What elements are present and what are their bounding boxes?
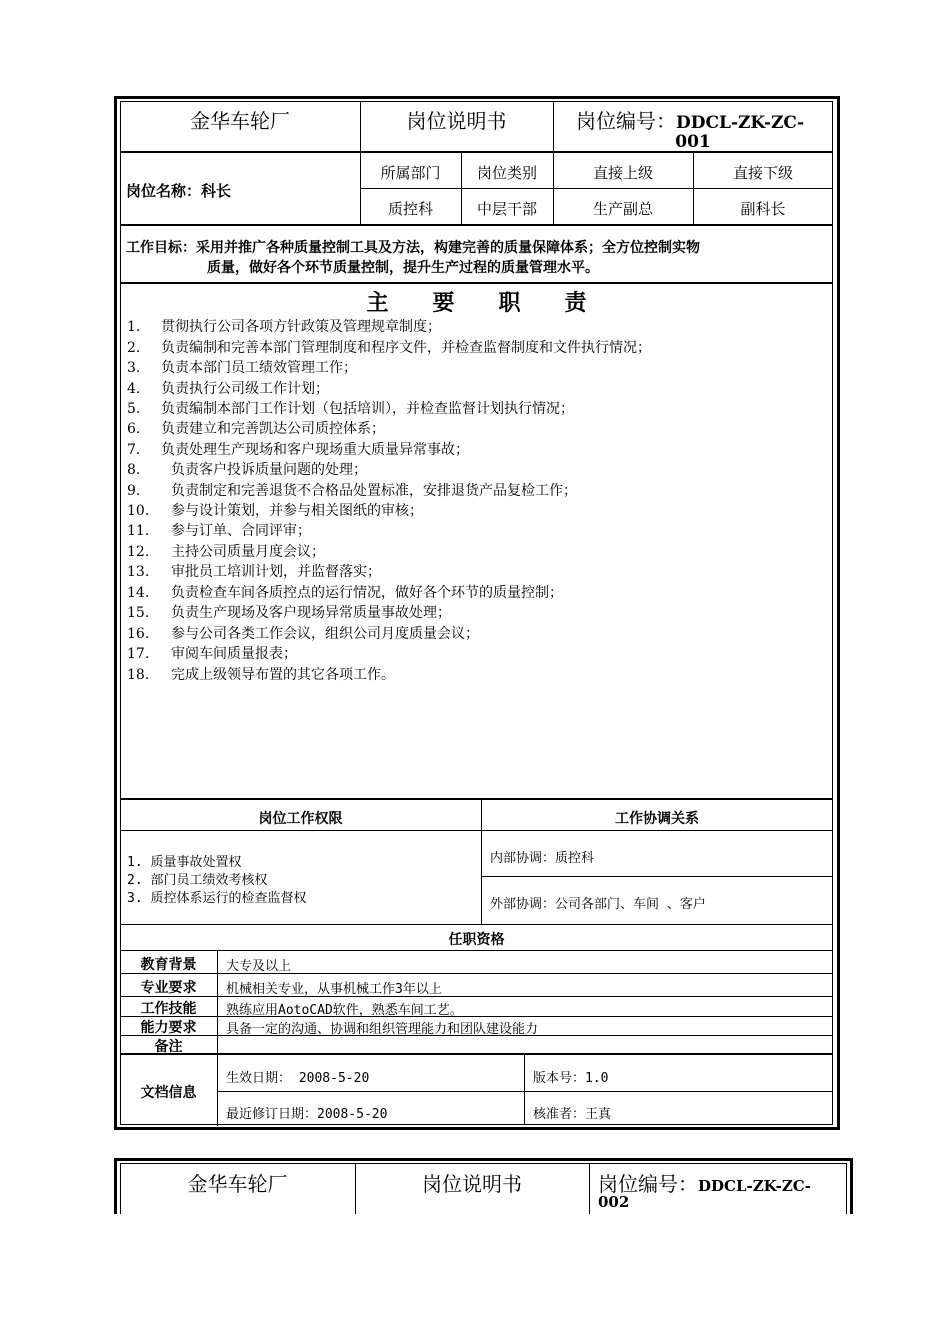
category-header: 岗位类别 [476,164,537,182]
duty-item: 17. 审阅车间质量报表； [127,646,297,662]
company-name-2: 金华车轮厂 [187,1172,288,1196]
docinfo-label: 文档信息 [140,1085,197,1101]
education-label: 教育背景 [140,957,197,973]
doc-title: 岗位说明书 [406,109,507,133]
work-goal-line2: 质量，做好各个环节质量控制，提升生产过程的质量管理水平。 [207,260,599,276]
coordination-title: 工作协调关系 [615,811,699,827]
ability-label: 能力要求 [140,1020,197,1036]
remarks-label: 备注 [154,1039,183,1055]
authority-title: 岗位工作权限 [258,811,343,827]
company-name: 金华车轮厂 [190,109,290,133]
position-code [576,105,804,134]
authority-item: 1. 质量事故处置权 [127,855,242,870]
duty-item: 12. 主持公司质量月度会议； [127,544,325,560]
duty-item: 13. 审批员工培训计划，并监督落实； [127,564,381,580]
skills-label: 工作技能 [140,1001,197,1017]
duty-item: 18. 完成上级领导布置的其它各项工作。 [127,667,395,683]
duty-item: 10. 参与设计策划，并参与相关图纸的审核； [127,503,423,519]
duty-item: 7. 负责处理生产现场和客户现场重大质量异常事故； [127,442,469,458]
position-code-label: 岗位编号： [576,109,676,133]
education-value: 大专及以上 [226,959,292,974]
major-label: 专业要求 [140,980,197,996]
skills-value: 熟练应用AotoCAD软件，熟悉车间工艺。 [226,1003,463,1018]
revision-date: 最近修订日期：2008-5-20 [226,1107,388,1122]
superior-value: 生产副总 [592,200,653,218]
duty-item: 11. 参与订单、合同评审； [127,523,311,539]
effective-date: 生效日期： 2008-5-20 [226,1071,370,1086]
duty-item: 9. 负责制定和完善退货不合格品处置标准，安排退货产品复检工作； [127,483,577,499]
duty-item: 2. 负责编制和完善本部门管理制度和程序文件，并检查监督制度和文件执行情况； [127,340,651,356]
authority-item: 2. 部门员工绩效考核权 [127,873,268,888]
position-code-value-suffix-2: 002 [598,1193,630,1211]
duty-item: 16. 参与公司各类工作会议，组织公司月度质量会议； [127,626,479,642]
position-code-value-2: DDCL-ZK-ZC- [698,1177,811,1195]
superior-header: 直接上级 [592,164,653,182]
duty-item: 8. 负责客户投诉质量问题的处理； [127,462,367,478]
duty-item: 1. 贯彻执行公司各项方针政策及管理规章制度； [127,319,441,335]
position-name: 岗位名称：科长 [126,182,232,200]
qualification-title: 任职资格 [448,932,505,948]
duty-item: 14. 负责检查车间各质控点的运行情况，做好各个环节的质量控制； [127,585,563,601]
duty-item: 15. 负责生产现场及客户现场异常质量事故处理； [127,605,451,621]
external-coordination: 外部协调：公司各部门、车间 、客户 [490,897,706,912]
doc-title-2: 岗位说明书 [422,1172,522,1196]
version-number: 版本号：1.0 [533,1071,609,1086]
internal-coordination: 内部协调：质控科 [490,851,595,866]
position-code-label-2: 岗位编号： [598,1172,698,1196]
duty-item: 3. 负责本部门员工绩效管理工作； [127,360,357,376]
ability-value: 具备一定的沟通、协调和组织管理能力和团队建设能力 [226,1022,539,1037]
approver: 核准者：王真 [533,1107,612,1122]
work-goal-line1: 工作目标：采用并推广各种质量控制工具及方法，构建完善的质量保障体系；全方位控制实物 [126,240,700,256]
dept-value: 质控科 [387,200,433,218]
subordinate-value: 副科长 [740,200,786,218]
subordinate-header: 直接下级 [732,164,793,182]
duty-item: 5. 负责编制本部门工作计划（包括培训），并检查监督计划执行情况； [127,401,574,417]
authority-item: 3. 质控体系运行的检查监督权 [127,891,307,906]
position-code-value-suffix: 001 [675,132,711,152]
category-value: 中层干部 [476,200,537,218]
duty-item: 4. 负责执行公司级工作计划； [127,381,329,397]
position-code-2 [598,1168,811,1197]
duty-item: 6. 负责建立和完善凯达公司质控体系； [127,421,385,437]
duties-title: 主 要 职 责 [366,290,587,316]
major-value: 机械相关专业，从事机械工作3年以上 [226,982,442,997]
dept-header: 所属部门 [380,164,441,182]
position-code-value: DDCL-ZK-ZC- [676,113,805,133]
